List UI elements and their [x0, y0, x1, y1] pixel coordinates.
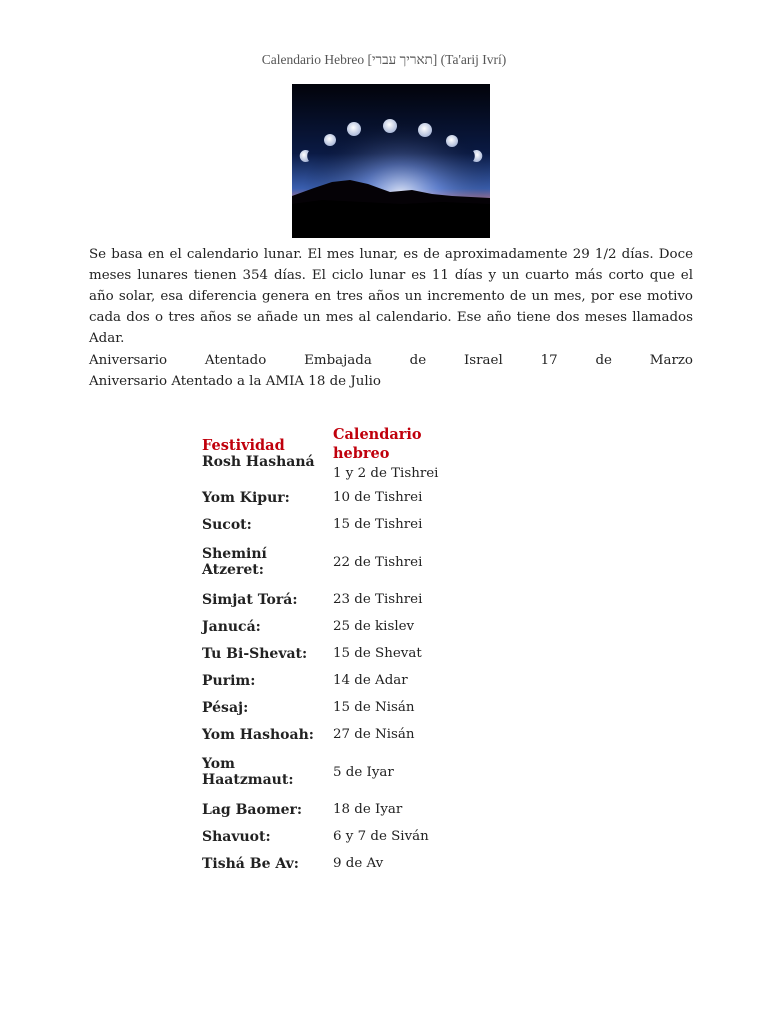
festival-date: 15 de Nisán [333, 700, 415, 715]
festival-name: Sucot: [202, 516, 252, 533]
festival-date: 9 de Av [333, 856, 384, 871]
table-row [196, 796, 459, 823]
document-title: Calendario Hebreo [תאריך עברי] (Ta'arij Ivrí) [261, 52, 507, 67]
table-row [196, 484, 459, 511]
anniversary-amia: Aniversario Atentado a la AMIA 18 de Julio [89, 374, 381, 389]
festival-name: Yom Haatzmaut: [202, 756, 294, 788]
festival-date: 5 de Iyar [333, 764, 394, 780]
festival-date: 25 de kislev [333, 619, 415, 634]
festival-name: Janucá: [202, 618, 261, 635]
festival-name: Yom Kipur: [202, 489, 290, 506]
table-row [196, 422, 459, 484]
festival-date: 14 de Adar [333, 673, 408, 688]
festival-name: Sheminí Atzeret: [202, 546, 267, 578]
festivities-table [196, 422, 459, 877]
festival-name: Simjat Torá: [202, 591, 298, 608]
festival-date: 18 de Iyar [333, 802, 403, 817]
festival-date: 1 y 2 de Tishrei [333, 466, 439, 481]
festival-name: Purim: [202, 672, 256, 689]
table-row [196, 667, 459, 694]
table-row [196, 721, 459, 748]
festival-name: Yom Hashoah: [202, 726, 314, 743]
festival-date: 22 de Tishrei [333, 554, 423, 570]
festival-name: Tu Bi-Shevat: [202, 645, 308, 662]
festival-name: Pésaj: [202, 699, 249, 716]
festival-date: 15 de Tishrei [333, 517, 423, 532]
table-row [196, 850, 459, 877]
table-row [196, 511, 459, 538]
anniversary-paragraph [89, 350, 693, 392]
festival-name: Lag Baomer: [202, 801, 303, 818]
header-calendario: Calendario hebreo [333, 426, 422, 462]
table-row [196, 613, 459, 640]
intro-paragraph: Se basa en el calendario lunar. El mes lunar, es de aproximadamente 29 1/2 días. Doce meses lunares tienen 354 días. El ciclo lunar es 11 días y un cuarto más corto que el año solar, esa diferencia genera en tres años un incremento de un mes, por ese motivo cada dos o tres años se añade un mes al calendario. Ese año tiene dos meses llamados Adar. [89, 247, 693, 346]
table-row [196, 748, 459, 796]
table-row [196, 640, 459, 667]
anniversary-embassy: Aniversario Atentado Embajada de Israel 17 de Marzo [89, 353, 693, 368]
header-festividad: Festividad [202, 437, 285, 454]
festival-name: Rosh Hashaná [202, 454, 315, 470]
festival-date: 15 de Shevat [333, 646, 422, 661]
festival-date: 10 de Tishrei [333, 490, 423, 505]
table-row [196, 694, 459, 721]
moon-phases-image [292, 84, 490, 238]
table-row [196, 538, 459, 586]
festival-date: 6 y 7 de Siván [333, 829, 429, 844]
festival-name: Tishá Be Av: [202, 855, 299, 872]
table-row [196, 586, 459, 613]
table-row [196, 823, 459, 850]
festival-name: Shavuot: [202, 828, 271, 845]
festival-date: 27 de Nisán [333, 727, 415, 742]
festival-date: 23 de Tishrei [333, 592, 423, 607]
